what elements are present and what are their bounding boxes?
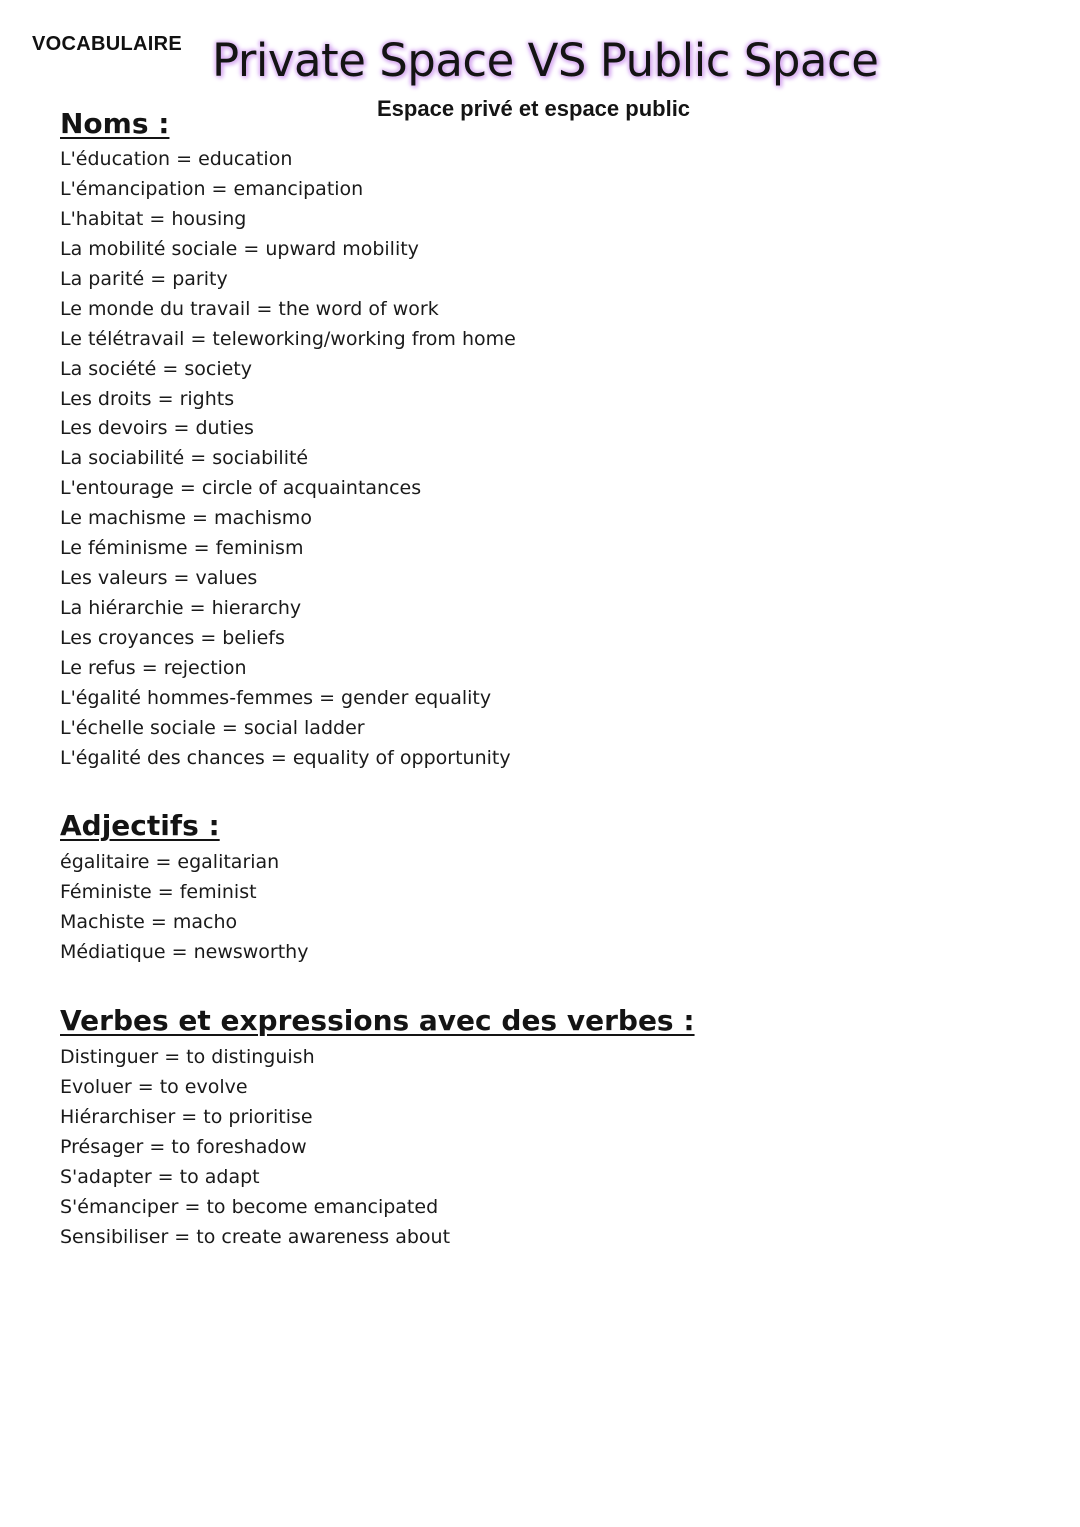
section-heading-verbes: Verbes et expressions avec des verbes : bbox=[60, 1004, 695, 1037]
vocab-item: L'émancipation = emancipation bbox=[60, 177, 364, 200]
vocab-item: L'habitat = housing bbox=[60, 207, 247, 230]
section-noms bbox=[60, 106, 516, 774]
vocab-item: Le refus = rejection bbox=[60, 656, 247, 679]
vocab-item: Les croyances = beliefs bbox=[60, 627, 285, 649]
vocab-item: Féministe = feminist bbox=[60, 880, 257, 903]
vocab-item: Médiatique = newsworthy bbox=[60, 940, 309, 963]
vocab-list-verbes bbox=[60, 1043, 695, 1253]
vocab-list-adjectifs bbox=[60, 848, 308, 968]
vocab-item: Le machisme = machismo bbox=[60, 507, 312, 530]
page-title: Private Space VS Public Space bbox=[212, 34, 879, 87]
vocab-item: La mobilité sociale = upward mobility bbox=[60, 237, 419, 260]
section-adjectifs bbox=[60, 808, 308, 968]
vocab-item: Machiste = macho bbox=[60, 910, 238, 933]
vocab-item: La hiérarchie = hierarchy bbox=[60, 597, 302, 620]
section-heading-adjectifs: Adjectifs : bbox=[60, 809, 220, 842]
vocab-item: Evoluer = to evolve bbox=[60, 1075, 248, 1098]
vocab-item: S'adapter = to adapt bbox=[60, 1165, 260, 1188]
vocabulaire-label: VOCABULAIRE bbox=[32, 33, 182, 55]
vocab-item: L'égalité hommes-femmes = gender equality bbox=[60, 686, 492, 709]
vocab-item: L'éducation = education bbox=[60, 148, 293, 170]
vocab-item: Le féminisme = feminism bbox=[60, 537, 304, 560]
vocab-item: égalitaire = egalitarian bbox=[60, 851, 280, 873]
vocab-item: Présager = to foreshadow bbox=[60, 1135, 307, 1158]
vocab-item: Distinguer = to distinguish bbox=[60, 1046, 315, 1068]
vocab-item: La parité = parity bbox=[60, 267, 228, 290]
section-heading-noms: Noms : bbox=[60, 107, 170, 140]
page-subtitle: Espace privé et espace public bbox=[377, 96, 691, 121]
vocab-item: Les valeurs = values bbox=[60, 567, 258, 590]
vocab-item: Les devoirs = duties bbox=[60, 417, 254, 440]
section-verbes bbox=[60, 1003, 695, 1253]
vocab-item: Sensibiliser = to create awareness about bbox=[60, 1225, 451, 1248]
vocab-item: L'égalité des chances = equality of opportunity bbox=[60, 746, 511, 769]
vocab-item: L'échelle sociale = social ladder bbox=[60, 716, 365, 739]
vocab-item: La sociabilité = sociabilité bbox=[60, 447, 309, 470]
vocab-list-noms bbox=[60, 145, 516, 774]
vocab-item: S'émanciper = to become emancipated bbox=[60, 1195, 439, 1218]
vocab-item: Le monde du travail = the word of work bbox=[60, 297, 439, 320]
vocab-item: L'entourage = circle of acquaintances bbox=[60, 477, 422, 500]
vocab-item: Les droits = rights bbox=[60, 387, 235, 410]
vocab-item: Le télétravail = teleworking/working from home bbox=[60, 327, 516, 350]
vocab-item: Hiérarchiser = to prioritise bbox=[60, 1105, 313, 1128]
vocab-item: La société = society bbox=[60, 357, 252, 380]
